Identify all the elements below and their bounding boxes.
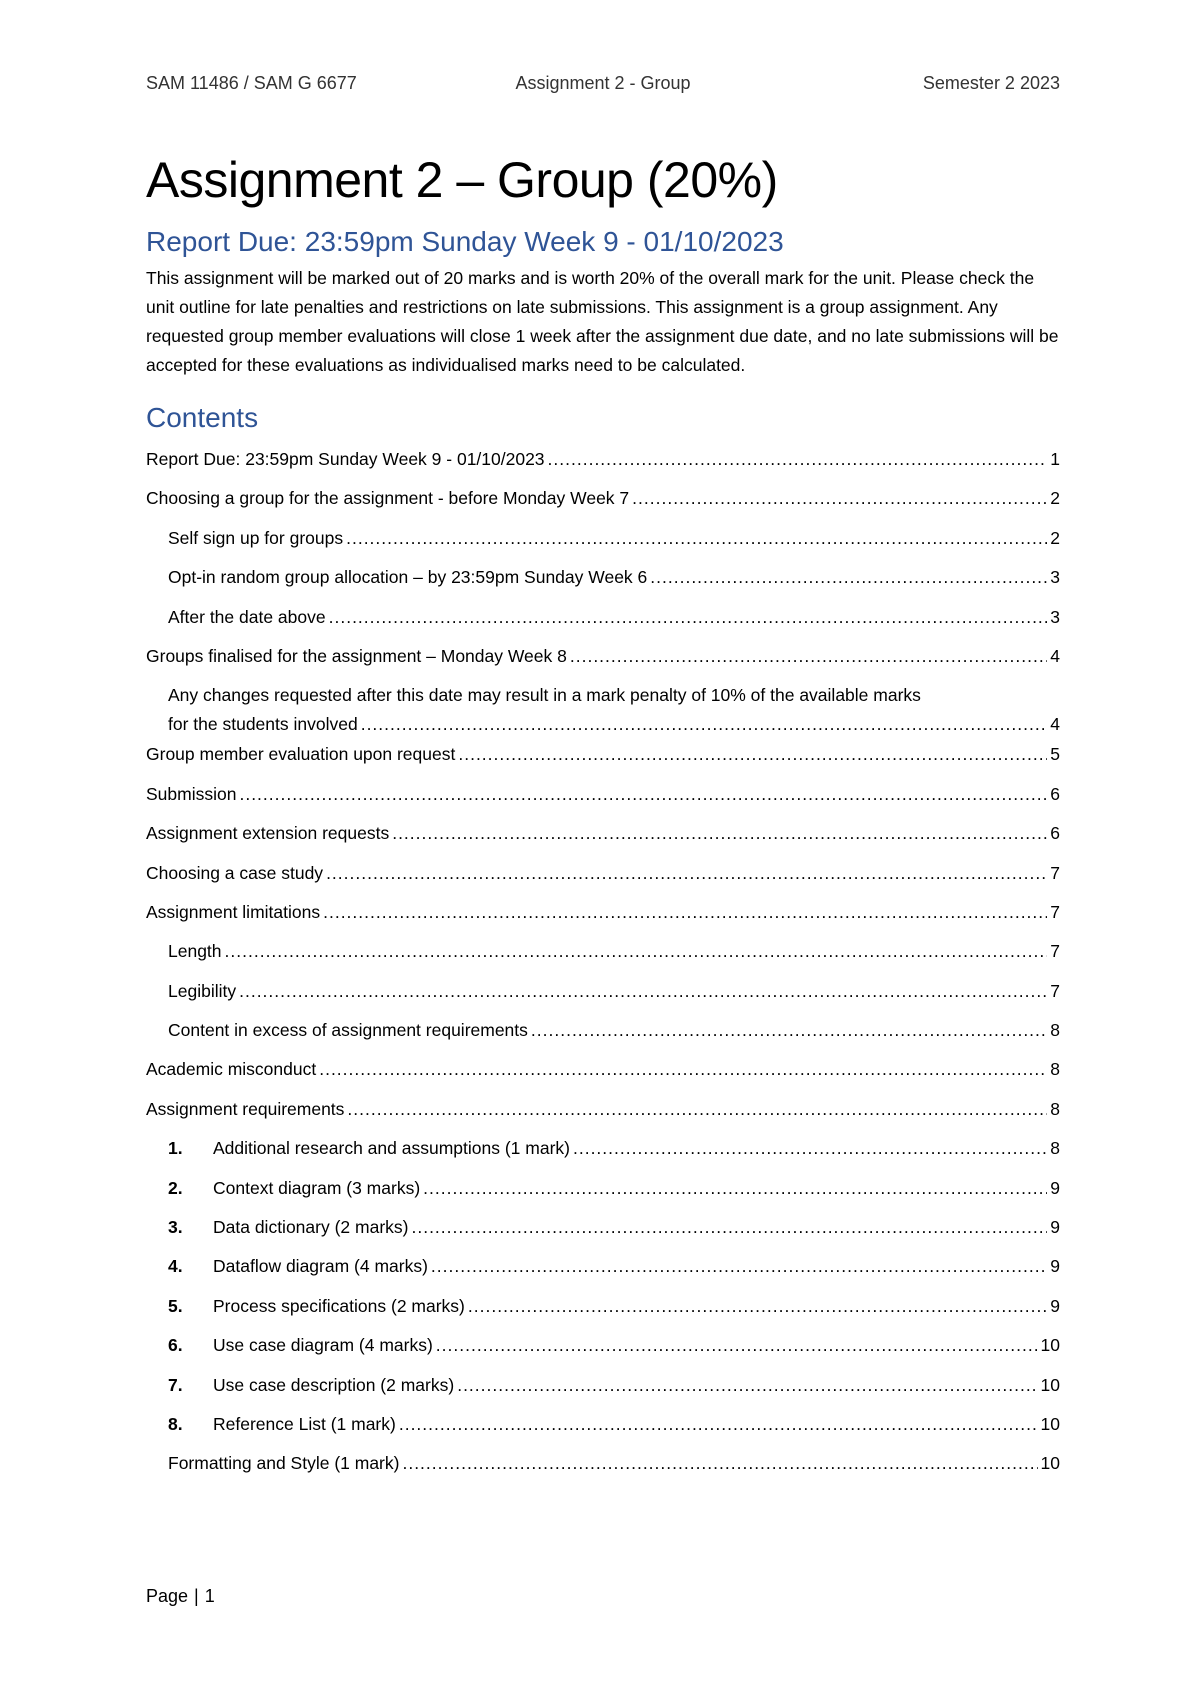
toc-page-number: 8 — [1050, 1059, 1060, 1080]
toc-page-number: 8 — [1050, 1098, 1060, 1119]
toc-page-number: 3 — [1050, 567, 1060, 588]
toc-leader-dots — [570, 637, 1047, 676]
toc-entry-text: Groups finalised for the assignment – Monday Week 8 — [146, 645, 567, 666]
toc-leader-dots — [423, 1169, 1047, 1208]
toc-entry-text: Content in excess of assignment requirements — [168, 1020, 528, 1041]
toc-entry-text: Report Due: 23:59pm Sunday Week 9 - 01/10/2023 — [146, 449, 545, 469]
toc-entry-opt-in-random[interactable] — [146, 558, 1060, 597]
toc-leader-dots — [548, 440, 1048, 479]
footer-page-number: 1 — [204, 1586, 215, 1606]
toc-entry-text: Assignment extension requests — [146, 823, 390, 844]
toc-leader-dots — [402, 1444, 1037, 1483]
toc-entry-text: Process specifications (2 marks) — [213, 1295, 465, 1316]
toc-entry-text: After the date above — [168, 606, 326, 627]
toc-entry-academic-misconduct[interactable] — [146, 1050, 1060, 1089]
toc-leader-dots — [239, 775, 1047, 814]
toc-page-number: 2 — [1050, 488, 1060, 509]
toc-page-number: 7 — [1050, 862, 1060, 883]
toc-page-number: 6 — [1050, 783, 1060, 804]
toc-entry-text: Assignment requirements — [146, 1098, 345, 1119]
toc-page-number: 9 — [1050, 1217, 1060, 1238]
toc-entry-text: Data dictionary (2 marks) — [213, 1217, 409, 1238]
toc-page-number: 7 — [1050, 941, 1060, 962]
toc-entry-text: Length — [168, 941, 222, 962]
toc-entry-submission[interactable] — [146, 775, 1060, 814]
toc-entry-groups-finalised[interactable] — [146, 637, 1060, 676]
toc-entry-legibility[interactable] — [146, 972, 1060, 1011]
toc-leader-dots — [457, 1366, 1037, 1405]
toc-entry-report-due[interactable] — [146, 440, 1060, 479]
toc-entry-requirements[interactable] — [146, 1090, 1060, 1129]
toc-leader-dots — [468, 1287, 1047, 1326]
toc-leader-dots — [347, 1090, 1047, 1129]
toc-entry-case-study[interactable] — [146, 854, 1060, 893]
toc-entry-req-3[interactable] — [146, 1208, 1060, 1247]
footer-separator: | — [194, 1586, 199, 1606]
toc-page-number: 7 — [1050, 901, 1060, 922]
toc-entry-text: Reference List (1 mark) — [213, 1413, 396, 1434]
toc-entry-excess-content[interactable] — [146, 1011, 1060, 1050]
toc-entry-text: Additional research and assumptions (1 mark) — [213, 1138, 570, 1159]
toc-leader-dots — [323, 893, 1047, 932]
toc-leader-dots — [531, 1011, 1047, 1050]
toc-leader-dots — [458, 735, 1047, 774]
intro-paragraph: This assignment will be marked out of 20 marks and is worth 20% of the overall mark for the unit. Please check the unit outline for late penalties and restrictions on late submissions. This assignment is a group assignment. Any requested group member evaluations will close 1 week after the assignment due date, and no late submissions will be accepted for these evaluations as individualised marks need to be calculated. — [146, 268, 1059, 375]
toc-page-number: 4 — [1050, 714, 1060, 735]
toc-leader-dots — [225, 932, 1048, 971]
toc-leader-dots — [399, 1405, 1038, 1444]
toc-item-number: 1. — [168, 1138, 183, 1159]
toc-entry-length[interactable] — [146, 932, 1060, 971]
toc-leader-dots — [411, 1208, 1047, 1247]
toc-page-number: 9 — [1050, 1256, 1060, 1277]
header-assignment-name: Assignment 2 - Group — [515, 73, 691, 93]
toc-entry-text: Legibility — [168, 980, 237, 1001]
toc-page-number: 9 — [1050, 1177, 1060, 1198]
toc-leader-dots — [650, 558, 1047, 597]
toc-entry-text-line1: Any changes requested after this date may result in a mark penalty of 10% of the available marks — [168, 685, 921, 706]
toc-page-number: 6 — [1050, 823, 1060, 844]
toc-entry-text: Use case diagram (4 marks) — [213, 1335, 433, 1356]
table-of-contents — [146, 440, 1060, 1484]
toc-item-number: 3. — [168, 1217, 183, 1238]
toc-item-number: 7. — [168, 1374, 183, 1395]
toc-leader-dots — [573, 1129, 1047, 1168]
toc-entry-text: Self sign up for groups — [168, 527, 344, 548]
toc-entry-extension-requests[interactable] — [146, 814, 1060, 853]
toc-page-number: 8 — [1050, 1020, 1060, 1041]
toc-page-number: 10 — [1040, 1453, 1060, 1474]
header-unit-codes: SAM 11486 / SAM G 6677 — [146, 73, 357, 93]
toc-item-number: 5. — [168, 1295, 183, 1316]
header-semester: Semester 2 2023 — [922, 73, 1060, 93]
toc-leader-dots — [329, 598, 1048, 637]
contents-heading: Contents — [146, 402, 259, 433]
toc-page-number: 10 — [1040, 1374, 1060, 1395]
toc-entry-req-7[interactable] — [146, 1366, 1060, 1405]
toc-page-number: 10 — [1040, 1413, 1060, 1434]
toc-item-number: 2. — [168, 1177, 183, 1198]
toc-entry-req-8[interactable] — [146, 1405, 1060, 1444]
toc-entry-req-1[interactable] — [146, 1129, 1060, 1168]
footer-page-label: Page — [146, 1586, 189, 1606]
toc-leader-dots — [436, 1326, 1038, 1365]
toc-item-number: 8. — [168, 1413, 183, 1434]
toc-leader-dots — [392, 814, 1047, 853]
document-title: Assignment 2 – Group (20%) — [146, 152, 778, 208]
toc-entry-req-4[interactable] — [146, 1247, 1060, 1286]
toc-page-number: 5 — [1050, 744, 1060, 765]
toc-entry-text: Dataflow diagram (4 marks) — [213, 1256, 428, 1277]
toc-leader-dots — [431, 1247, 1047, 1286]
toc-leader-dots — [346, 519, 1047, 558]
toc-entry-after-date[interactable] — [146, 598, 1060, 637]
page-header — [146, 73, 1060, 97]
toc-item-number: 6. — [168, 1335, 183, 1356]
toc-entry-text-line2: for the students involved — [168, 714, 358, 735]
page-footer — [146, 1586, 215, 1607]
toc-entry-member-evaluation[interactable] — [146, 735, 1060, 774]
toc-entry-self-sign-up[interactable] — [146, 519, 1060, 558]
toc-page-number: 8 — [1050, 1138, 1060, 1159]
toc-leader-dots — [326, 854, 1047, 893]
toc-entry-text: Choosing a group for the assignment - before Monday Week 7 — [146, 488, 630, 509]
toc-entry-text: Academic misconduct — [146, 1059, 317, 1080]
toc-entry-text: Opt-in random group allocation – by 23:59pm Sunday Week 6 — [168, 567, 648, 588]
toc-entry-text: Formatting and Style (1 mark) — [168, 1453, 400, 1474]
page-content — [146, 150, 1060, 1484]
toc-leader-dots — [319, 1050, 1047, 1089]
toc-page-number: 2 — [1050, 527, 1060, 548]
toc-page-number: 9 — [1050, 1295, 1060, 1316]
toc-entry-text: Choosing a case study — [146, 862, 324, 883]
toc-leader-dots — [239, 972, 1047, 1011]
toc-page-number: 1 — [1050, 449, 1060, 469]
toc-leader-dots — [632, 479, 1047, 518]
toc-entry-text: Assignment limitations — [146, 901, 321, 922]
toc-page-number: 10 — [1040, 1335, 1060, 1356]
toc-entry-text: Use case description (2 marks) — [213, 1374, 455, 1395]
toc-entry-formatting-style[interactable] — [146, 1444, 1060, 1483]
toc-page-number: 3 — [1050, 606, 1060, 627]
toc-entry-limitations[interactable] — [146, 893, 1060, 932]
toc-entry-text: Context diagram (3 marks) — [213, 1177, 421, 1198]
toc-entry-req-6[interactable] — [146, 1326, 1060, 1365]
toc-page-number: 4 — [1050, 645, 1060, 666]
toc-item-number: 4. — [168, 1256, 183, 1277]
toc-entry-changes-penalty[interactable] — [146, 676, 1060, 735]
toc-entry-choosing-group[interactable] — [146, 479, 1060, 518]
toc-entry-text: Submission — [146, 783, 237, 804]
toc-page-number: 7 — [1050, 980, 1060, 1001]
report-due-heading: Report Due: 23:59pm Sunday Week 9 - 01/10/2023 — [146, 226, 784, 257]
toc-entry-text: Group member evaluation upon request — [146, 744, 456, 765]
toc-entry-req-5[interactable] — [146, 1287, 1060, 1326]
toc-entry-req-2[interactable] — [146, 1169, 1060, 1208]
